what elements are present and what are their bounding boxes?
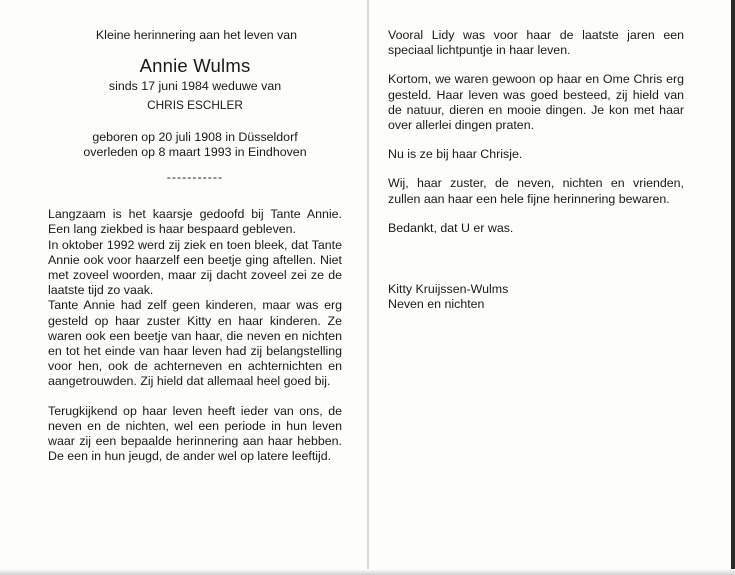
right-paragraph: Kortom, we waren gewoon op haar en Ome Chris erg gesteld. Haar leven was goed besteed, zij hield van de natuur, dieren en mooie dingen. Je kon met haar over allerlei dingen praten. — [388, 72, 684, 133]
right-paragraph: Nu is ze bij haar Chrisje. — [388, 147, 523, 162]
card-edge — [731, 0, 735, 575]
right-paragraph: Vooral Lidy was voor haar de laatste jaren een speciaal lichtpuntje in haar leven. — [388, 28, 684, 58]
left-paragraph: Langzaam is het kaarsje gedoofd bij Tante Annie. Een lang ziekbed is haar bespaard gebleven. — [48, 207, 342, 237]
left-text-block — [48, 207, 342, 464]
intro-line: Kleine herinnering aan het leven van — [95, 28, 298, 42]
card-fold-line — [367, 0, 369, 575]
right-paragraph: Wij, haar zuster, de neven, nichten en vrienden, zullen aan haar een hele fijne herinnering bewaren. — [388, 176, 684, 206]
deceased-name: Annie Wulms — [139, 55, 251, 77]
life-dates — [48, 130, 342, 160]
signature-block — [388, 282, 684, 312]
signature-name: Kitty Kruijssen-Wulms — [388, 282, 509, 297]
right-panel — [388, 28, 684, 312]
death-line: overleden op 8 maart 1993 in Eindhoven — [83, 144, 307, 159]
husband-name: CHRIS ESCHLER — [147, 98, 243, 113]
separator: ----------- — [166, 170, 224, 185]
left-panel — [48, 28, 342, 464]
left-paragraph: Terugkijkend op haar leven heeft ieder van ons, de neven en de nichten, wel een periode in hun leven waar zij een bepaalde herinnering aan haar hebben. De een in hun jeugd, de ander wel op latere leeftijd. — [48, 403, 342, 464]
left-paragraph: Tante Annie had zelf geen kinderen, maar was erg gesteld op haar zuster Kitty en haar kinderen. Ze waren ook een beetje van haar, die neven en nichten en tot het einde van haar leven had zij belangstelling voor hen, ook de achterneven en achternichten en aangetrouwden. Zij hield dat allemaal heel goed bij. — [48, 298, 342, 389]
left-paragraph: In oktober 1992 werd zij ziek en toen bleek, dat Tante Annie ook voor haarzelf een beetje ging aftellen. Niet met zoveel woorden, maar zij dacht zoveel zei ze de laatste tijd zo vaak. — [48, 237, 342, 298]
widow-line: sinds 17 juni 1984 weduwe van — [108, 79, 282, 94]
signature-group: Neven en nichten — [388, 297, 485, 312]
right-paragraph: Bedankt, dat U er was. — [388, 220, 514, 235]
birth-line: geboren op 20 juli 1908 in Düsseldorf — [92, 129, 298, 144]
card-bottom-edge — [0, 569, 735, 575]
